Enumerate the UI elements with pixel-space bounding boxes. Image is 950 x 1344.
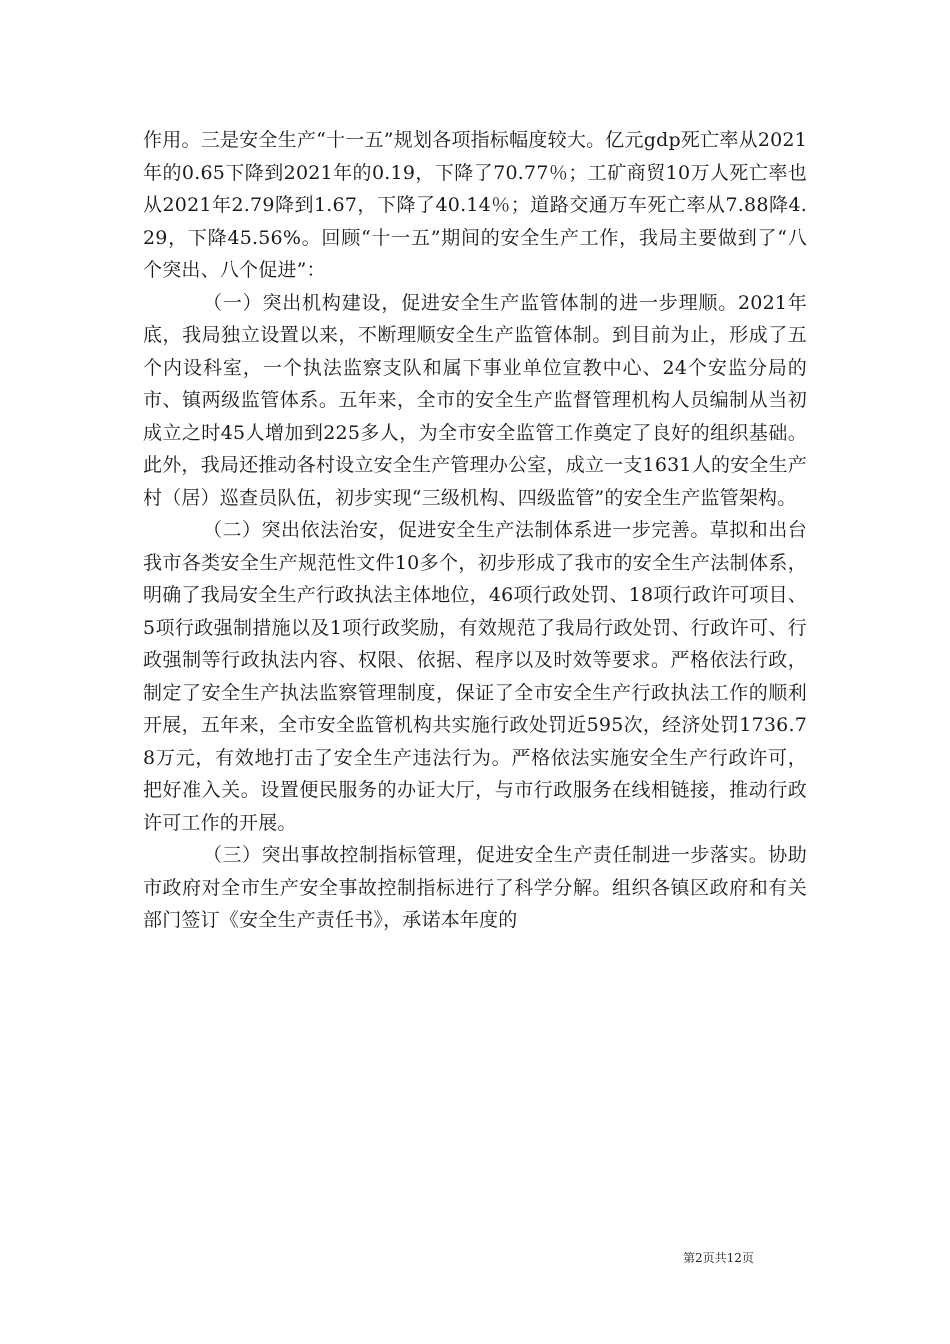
- page-number-footer: 第2页共12页: [683, 1251, 754, 1265]
- paragraph-section-2: （二）突出依法治安，促进安全生产法制体系进一步完善。草拟和出台我市各类安全生产规范性文件10多个，初步形成了我市的安全生产法制体系，明确了我局安全生产行政执法主体地位，46项行政处罚、18项行政许可项目、5项行政强制措施以及1项行政奖励，有效规范了我局行政处罚、行政许可、行政强制等行政执法内容、权限、依据、程序以及时效等要求。严格依法行政，制定了安全生产执法监察管理制度，保证了全市安全生产行政执法工作的顺利开展，五年来，全市安全监管机构共实施行政处罚近595次，经济处罚1736.78万元，有效地打击了安全生产违法行为。严格依法实施安全生产行政许可，把好准入关。设置便民服务的办证大厅，与市行政服务在线相链接，推动行政许可工作的开展。: [143, 519, 807, 834]
- document-body: [143, 124, 807, 937]
- paragraph-intro: 作用。三是安全生产“十一五”规划各项指标幅度较大。亿元gdp死亡率从2021年的0.65下降到2021年的0.19，下降了70.77％；工矿商贸10万人死亡率也从2021年2.79降到1.67，下降了40.14％；道路交通万车死亡率从7.88降4.29，下降45.56%。回顾“十一五”期间的安全生产工作，我局主要做到了“八个突出、八个促进”：: [143, 129, 807, 281]
- paragraph-section-3: （三）突出事故控制指标管理，促进安全生产责任制进一步落实。协助市政府对全市生产安全事故控制指标进行了科学分解。组织各镇区政府和有关部门签订《安全生产责任书》，承诺本年度的: [143, 844, 807, 931]
- paragraph-section-1: （一）突出机构建设，促进安全生产监管体制的进一步理顺。2021年底，我局独立设置以来，不断理顺安全生产监管体制。到目前为止，形成了五个内设科室，一个执法监察支队和属下事业单位宣教中心、24个安监分局的市、镇两级监管体系。五年来，全市的安全生产监督管理机构人员编制从当初成立之时45人增加到225多人，为全市安全监管工作奠定了良好的组织基础。此外，我局还推动各村设立安全生产管理办公室，成立一支1631人的安全生产村（居）巡查员队伍，初步实现“三级机构、四级监管”的安全生产监管架构。: [143, 291, 807, 509]
